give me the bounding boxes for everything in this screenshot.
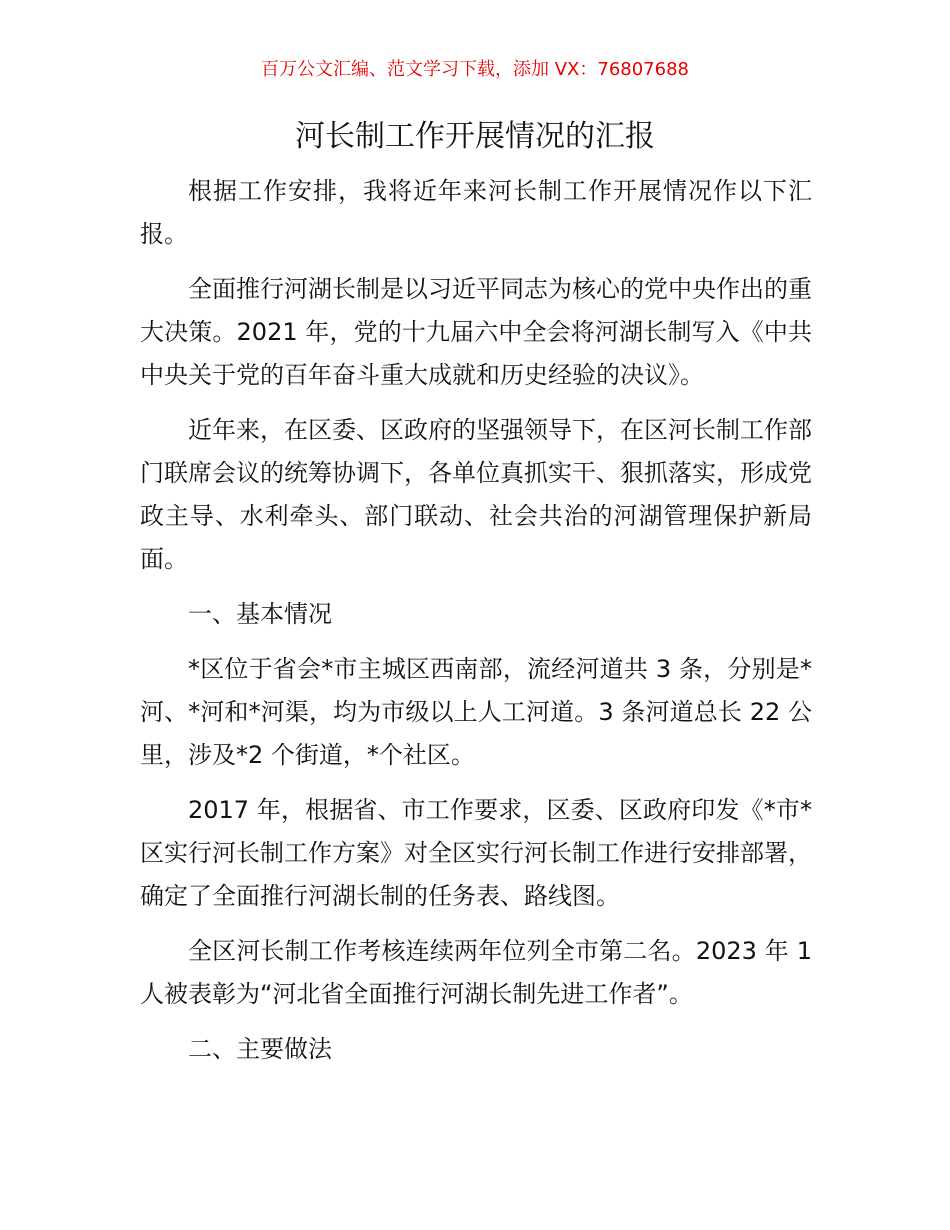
paragraph-recent-years: 近年来，在区委、区政府的坚强领导下，在区河长制工作部门联席会议的统筹协调下，各单位真抓实干、狠抓落实，形成党政主导、水利牵头、部门联动、社会共治的河湖管理保护新局面。 bbox=[140, 416, 812, 573]
paragraph-intro: 根据工作安排，我将近年来河长制工作开展情况作以下汇报。 bbox=[140, 177, 812, 248]
section-heading-main-practices: 二、主要做法 bbox=[188, 1035, 332, 1063]
document-body bbox=[140, 170, 812, 1083]
paragraph-assessment: 全区河长制工作考核连续两年位列全市第二名。2023 年 1 人被表彰为“河北省全面推行河湖长制先进工作者”。 bbox=[140, 937, 812, 1008]
paragraph-policy: 全面推行河湖长制是以习近平同志为核心的党中央作出的重大决策。2021 年，党的十九届六中全会将河湖长制写入《中共中央关于党的百年奋斗重大成就和历史经验的决议》。 bbox=[140, 275, 812, 389]
document-title: 河长制工作开展情况的汇报 bbox=[295, 119, 655, 154]
paragraph-2017-plan: 2017 年，根据省、市工作要求，区委、区政府印发《*市*区实行河长制工作方案》对全区实行河长制工作进行安排部署，确定了全面推行河湖长制的任务表、路线图。 bbox=[140, 796, 812, 910]
header-note: 百万公文汇编、范文学习下载，添加 VX：76807688 bbox=[261, 59, 689, 80]
paragraph-district-rivers: *区位于省会*市主城区西南部，流经河道共 3 条，分别是*河、*河和*河渠，均为市级以上人工河道。3 条河道总长 22 公里，涉及*2 个街道，*个社区。 bbox=[140, 655, 812, 769]
section-heading-basic-situation: 一、基本情况 bbox=[188, 600, 332, 628]
